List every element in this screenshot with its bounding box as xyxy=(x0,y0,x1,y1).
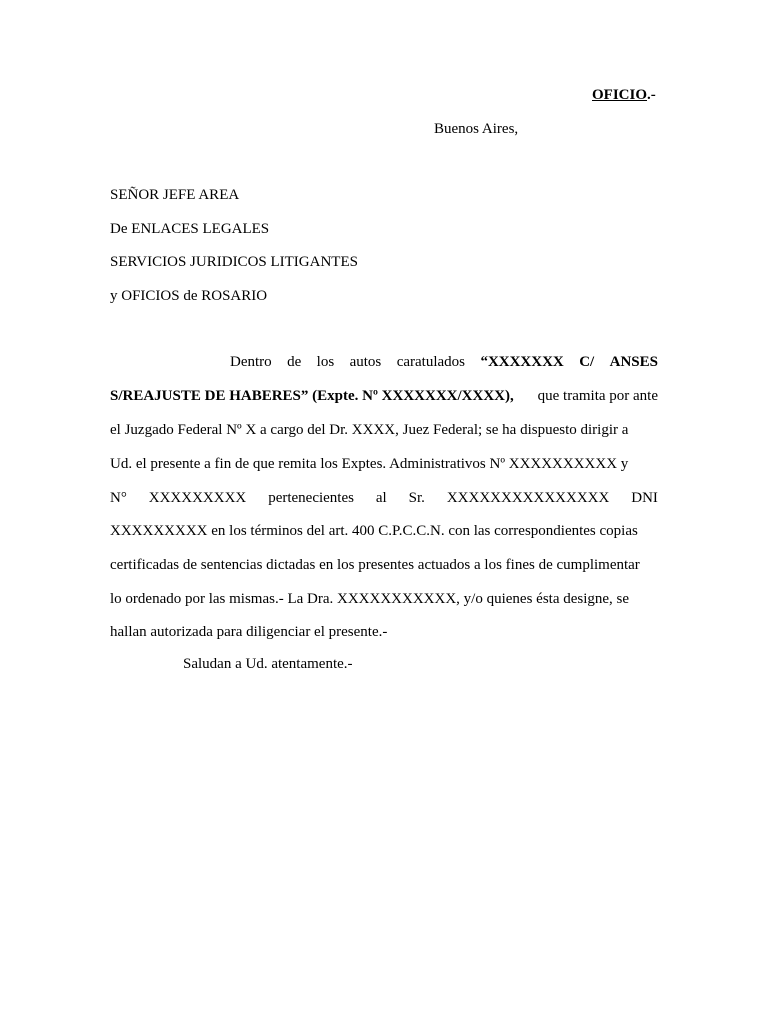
case-title-word: ANSES xyxy=(609,354,658,370)
body-line-2 xyxy=(110,387,658,405)
document-heading xyxy=(592,86,656,104)
body-word: DNI xyxy=(631,490,658,506)
body-line-8: lo ordenado por las mismas.- La Dra. XXXXXXXXXXX, y/o quienes ésta designe, se xyxy=(110,591,630,607)
body-line-3: el Juzgado Federal Nº X a cargo del Dr. XXXX, Juez Federal; se ha dispuesto dirigir a xyxy=(110,422,629,438)
body-text: que tramita por ante xyxy=(537,388,658,404)
body-word: XXXXXXXXXXXXXXX xyxy=(446,490,610,506)
body-line-5 xyxy=(110,489,658,507)
body-word: Sr. xyxy=(408,490,425,506)
closing-line: Saludan a Ud. atentamente.- xyxy=(183,656,353,672)
body-word: de xyxy=(287,354,302,370)
case-title-word: C/ xyxy=(579,354,595,370)
body-line-1 xyxy=(230,353,658,371)
body-word: los xyxy=(316,354,335,370)
heading-suffix: .- xyxy=(647,87,656,103)
body-line-6: XXXXXXXXX en los términos del art. 400 C.P.C.C.N. con las correspondientes copias xyxy=(110,523,638,539)
addressee-line-2: De ENLACES LEGALES xyxy=(110,221,270,237)
body-word: al xyxy=(375,490,387,506)
body-line-7: certificadas de sentencias dictadas en los presentes actuados a los fines de cumplimentar xyxy=(110,557,640,573)
body-word: N° xyxy=(110,490,127,506)
heading-title: OFICIO xyxy=(592,87,648,103)
body-word: XXXXXXXXX xyxy=(148,490,247,506)
addressee-line-4: y OFICIOS de ROSARIO xyxy=(110,288,268,304)
addressee-line-3: SERVICIOS JURIDICOS LITIGANTES xyxy=(110,254,358,270)
body-word: caratulados xyxy=(396,354,466,370)
body-line-9: hallan autorizada para diligenciar el presente.- xyxy=(110,624,388,640)
body-word: autos xyxy=(349,354,382,370)
case-title-word: “XXXXXXX xyxy=(480,354,564,370)
case-reference: S/REAJUSTE DE HABERES” (Expte. Nº XXXXXXX/XXXX), xyxy=(110,388,514,404)
body-line-4: Ud. el presente a fin de que remita los Exptes. Administrativos Nº XXXXXXXXXX y xyxy=(110,456,629,472)
city-date-line: Buenos Aires, xyxy=(434,121,519,137)
body-word: pertenecientes xyxy=(268,490,354,506)
addressee-line-1: SEÑOR JEFE AREA xyxy=(110,187,240,203)
body-word: Dentro xyxy=(230,354,272,370)
